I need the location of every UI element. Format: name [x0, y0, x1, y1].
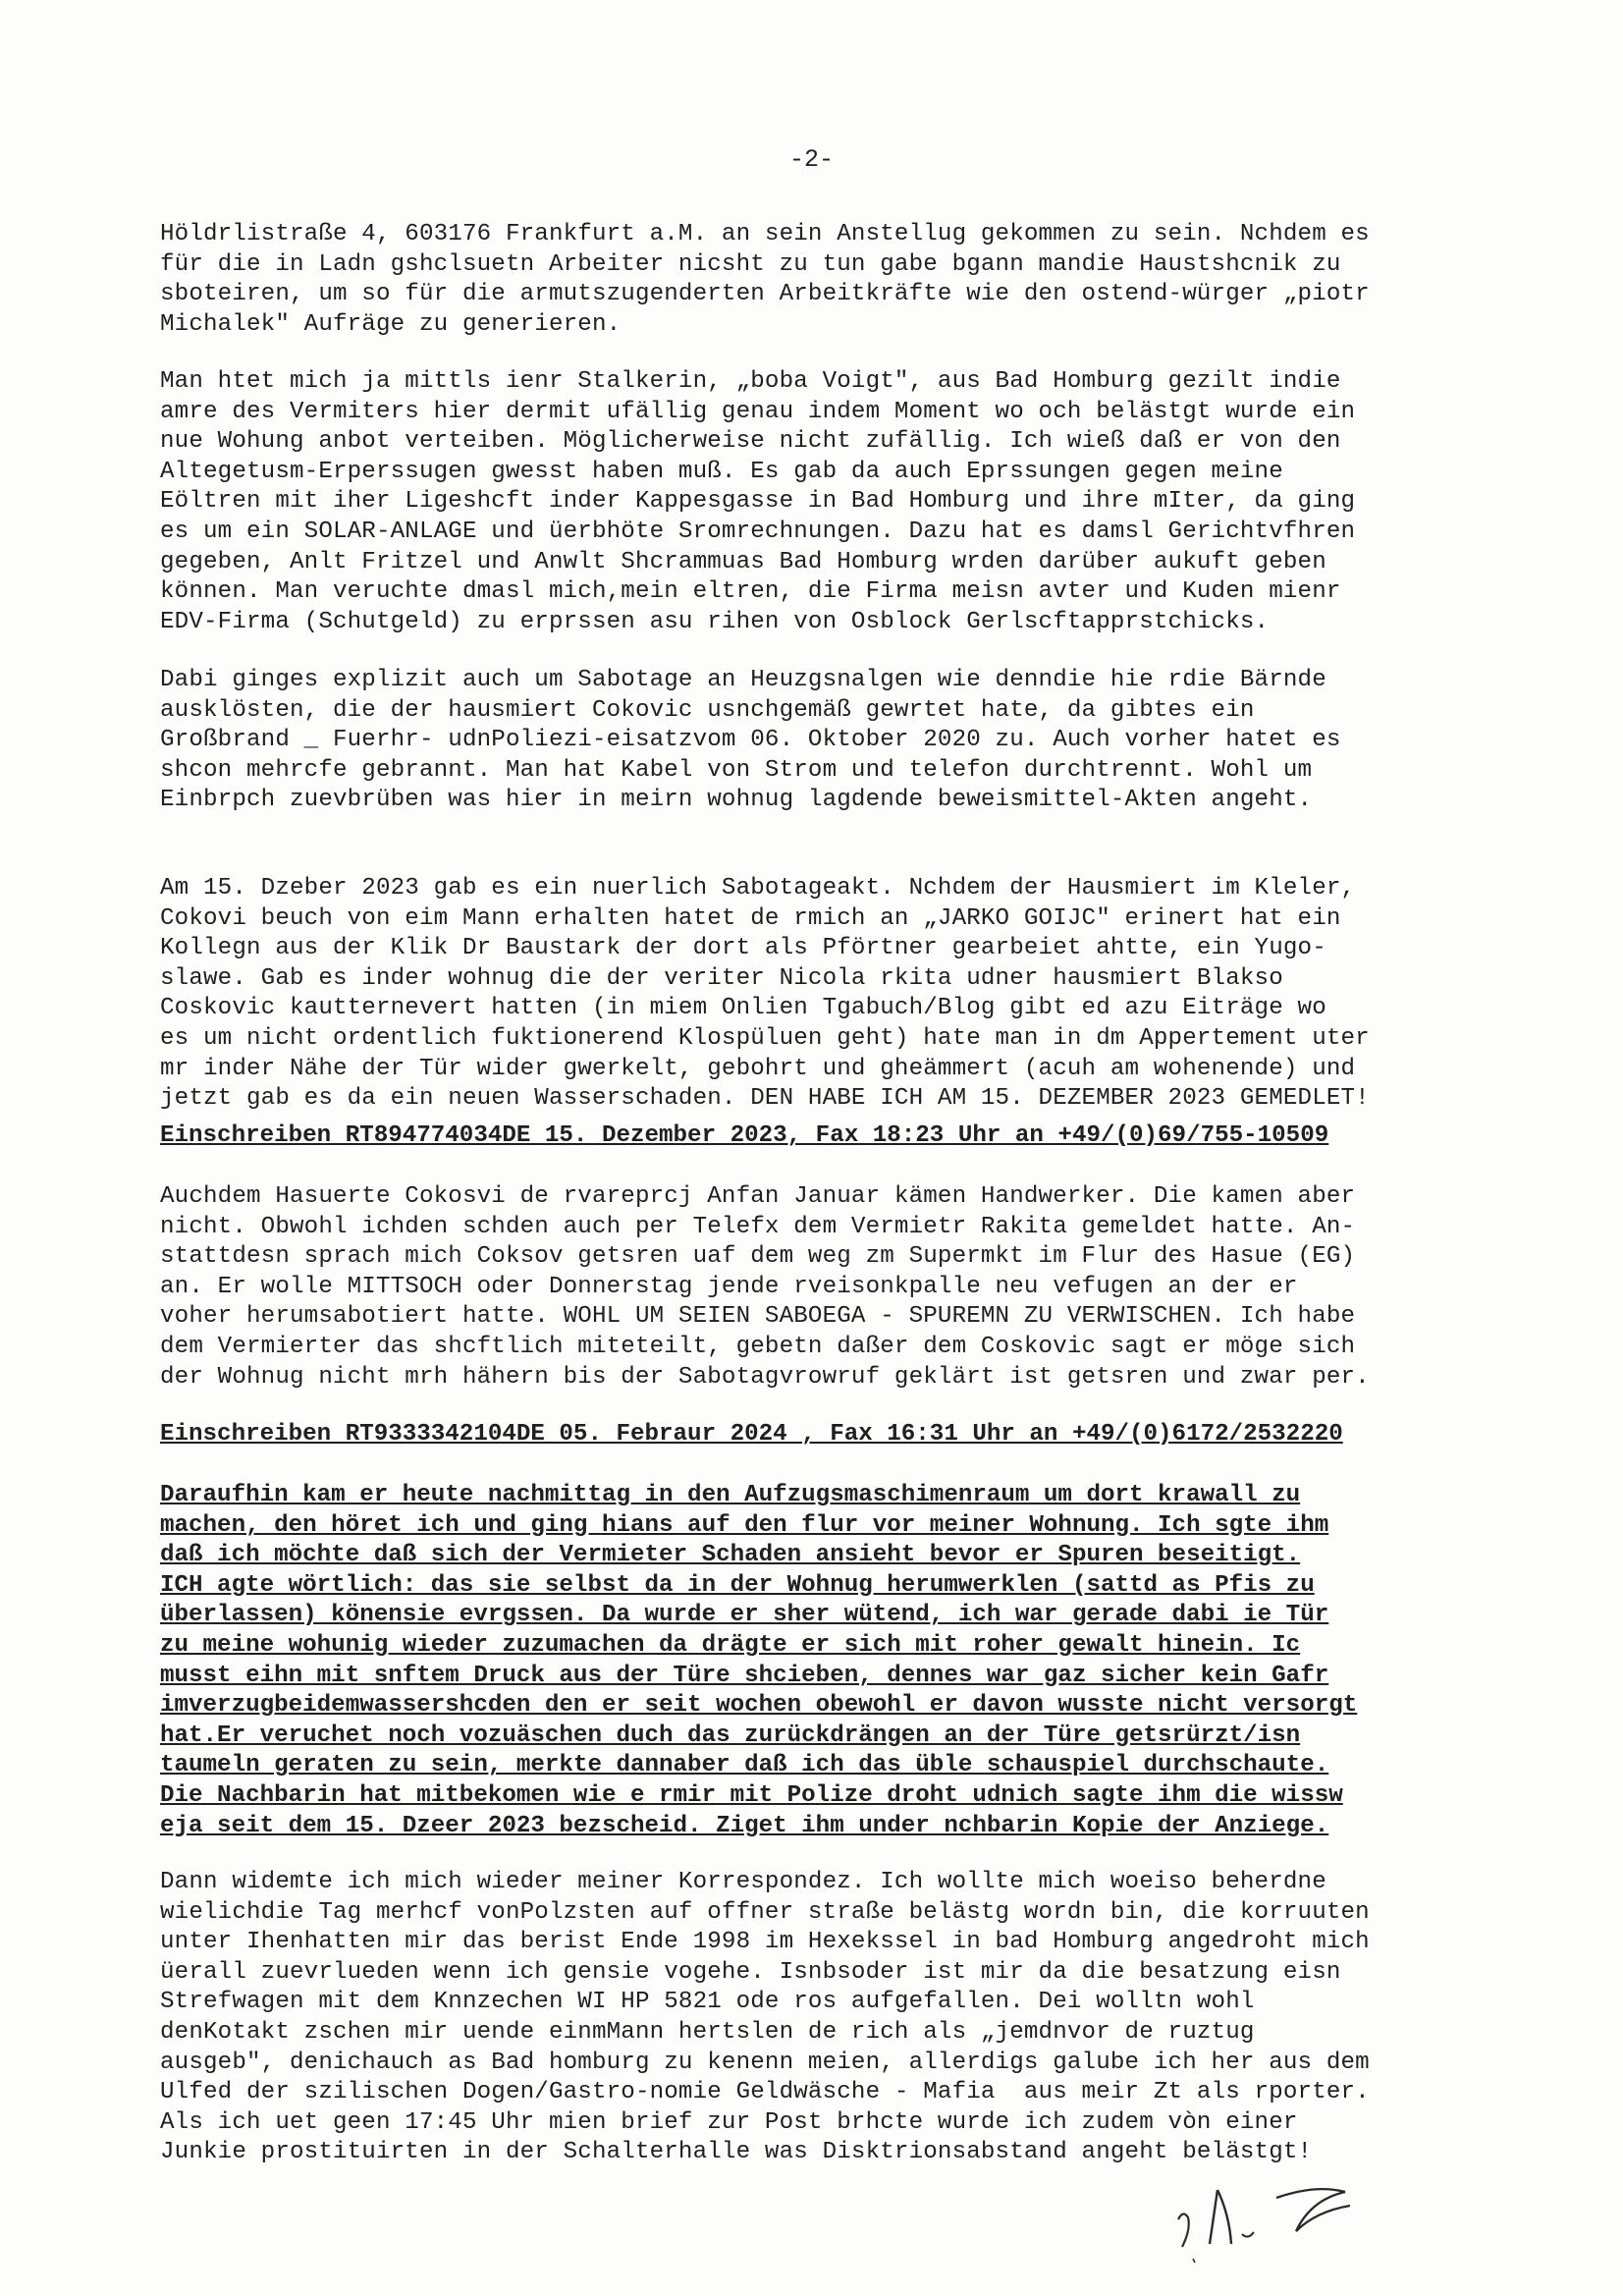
page-number: -2- — [788, 145, 834, 174]
paragraph-address: Höldrlistraße 4, 603176 Frankfurt a.M. an sein Anstellug gekommen zu sein. Nchdem es für die in Ladn gshclsuetn Arbeiter nicsht zu tun gabe bgann mandie Haustshcnik zu sboteiren, um so für die armutszugenderten Arbeitkräfte wie den ostend-würger „piotr Michalek" Aufräge zu generieren. — [160, 221, 1370, 338]
paragraph-december-incident: Am 15. Dzeber 2023 gab es ein nuerlich Sabotageakt. Nchdem der Hausmiert im Kleler, Cokovi beuch von eim Mann erhalten hatet de rmich an „JARKO GOIJC" erinert hat ein Kollegn aus der Klik Dr Baustark der dort als Pförtner gearbeiet ahtte, ein Yugo- slawe. Gab es inder wohnug die der veriter Nicola rkita udner hausmiert Blakso Coskovic kautternevert hatten (in miem Onlien Tgabuch/Blog gibt ed azu Eiträge wo es um nicht ordentlich fuktionerend Klospüluen geht) hate man in dm Appertement uter mr inder Nähe der Tür wider gwerkelt, gebohrt und gheämmert (acuh am wohenende) und jetzt gab es da ein neuen Wasserschaden. DEN HABE ICH AM 15. DEZEMBER 2023 GEMEDLET! — [160, 875, 1370, 1113]
paragraph-correspondence: Dann widemte ich mich wieder meiner Korrespondez. Ich wollte mich woeiso beherdne wielichdie Tag merhcf vonPolzsten auf offner straße belästg wordn bin, die korruuten unter Ihenhatten mir das berist Ende 1998 im Hexekssel in bad Homburg angedroht mich üerall zuevrlueden wenn ich gensie vogehe. Isnbsoder ist mir da die besatzung eisn Strefwagen mit dem Knnzechen WI HP 5821 ode ros aufgefallen. Dei wolltn wohl denKotakt zschen mir uende einmMann hertslen de rich als „jemdnvor de ruztug ausgeb", denichauch as Bad homburg zu kenenn meien, allerdigs galube ich her aus dem Ulfed der szilischen Dogen/Gastro-nomie Geldwäsche - Mafia aus meir Zt als rporter. Als ich uet geen 17:45 Uhr mien brief zur Post brhcte wurde ich zudem vòn einer Junkie prostituirten in der Schalterhalle was Disktrionsabstand angeht belästgt! — [160, 1869, 1370, 2166]
registered-letter-heading-1: Einschreiben RT894774034DE 15. Dezember 2023, Fax 18:23 Uhr an +49/(0)69/755-10509 — [160, 1122, 1329, 1149]
signature-image — [1159, 2160, 1453, 2269]
paragraph-sabotage: Dabi ginges explizit auch um Sabotage an Heuzgsnalgen wie denndie hie rdie Bärnde ausklösten, die der hausmiert Cokovic usnchgemäß gewrtet hate, da gibtes ein Großbrand _ Fuerhr- udnPoliezi-eisatzvom 06. Oktober 2020 zu. Auch vorher hatet es shcon mehrcfe gebrannt. Man hat Kabel von Strom und telefon durchtrennt. Wohl um Einbrpch zuevbrüben was hier in meirn wohnug lagdende beweismittel-Akten angeht. — [160, 667, 1341, 814]
paragraph-january: Auchdem Hasuerte Cokosvi de rvareprcj Anfan Januar kämen Handwerker. Die kamen aber nicht. Obwohl ichden schden auch per Telefx dem Vermietr Rakita gemeldet hatte. An- stattdesn sprach mich Coksov getsren uaf dem weg zm Supermkt im Flur des Hasue (EG) an. Er wolle MITTSOCH oder Donnerstag jende rveisonkpalle neu vefugen an der er voher herumsabotiert hatte. WOHL UM SEIEN SABOEGA - SPUREMN ZU VERWISCHEN. Ich habe dem Vermierter das shcftlich miteteilt, gebetn daßer dem Coskovic sagt er möge sich der Wohnug nicht mrh hähern bis der Sabotagvrowruf geklärt ist getsren und zwar per. — [160, 1183, 1370, 1391]
registered-letter-heading-2: Einschreiben RT9333342104DE 05. Febraur 2024 , Fax 16:31 Uhr an +49/(0)6172/2532220 — [160, 1421, 1343, 1448]
paragraph-confrontation: Daraufhin kam er heute nachmittag in den Aufzugsmaschimenraum um dort krawall zu machen, den höret ich und ging hians auf den flur vor meiner Wohnung. Ich sgte ihm daß ich möchte daß sich der Vermieter Schaden ansieht bevor er Spuren beseitigt. ICH agte wörtlich: das sie selbst da in der Wohnug herumwerklen (sattd as Pfis zu überlassen) könensie evrgssen. Da wurde er sher wütend, ich war gerade dabi ie Tür zu meine wohunig wieder zuzumachen da drägte er sich mit roher gewalt hinein. Ic musst eihn mit snftem Druck aus der Türe shcieben, dennes war gaz sicher kein Gafr imverzugbeidemwassershcden den er seit wochen obewohl er davon wusste nicht versorgt hat.Er veruchet noch vozuäschen duch das zurückdrängen an der Türe getsrürzt/isn taumeln geraten zu sein, merkte dannaber daß ich das üble schauspiel durchschaute. Die Nachbarin hat mitbekomen wie e rmir mit Polize droht udnich sagte ihm die wissw eja seit dem 15. Dzeer 2023 bezscheid. Ziget ihm under nchbarin Kopie der Anziege. — [160, 1482, 1358, 1839]
paragraph-stalker: Man htet mich ja mittls ienr Stalkerin, „boba Voigt", aus Bad Homburg gezilt indie amre des Vermiters hier dermit ufällig genau indem Moment wo och belästgt wurde ein nue Wohung anbot verteiben. Möglicherweise nicht zufällig. Ich wieß daß er von den Altegetusm-Erperssugen gwesst haben muß. Es gab da auch Eprssungen gegen meine Eöltren mit iher Ligeshcft inder Kappesgasse in Bad Homburg und ihre mIter, da ging es um ein SOLAR-ANLAGE und üerbhöte Sromrechnungen. Dazu hat es damsl Gerichtvfhren gegeben, Anlt Fritzel und Anwlt Shcrammuas Bad Homburg wrden darüber aukuft geben können. Man veruchte dmasl mich,mein eltren, die Firma meisn avter und Kuden mienr EDV-Firma (Schutgeld) zu erprssen asu rihen von Osblock Gerlscftapprstchicks. — [160, 368, 1356, 635]
